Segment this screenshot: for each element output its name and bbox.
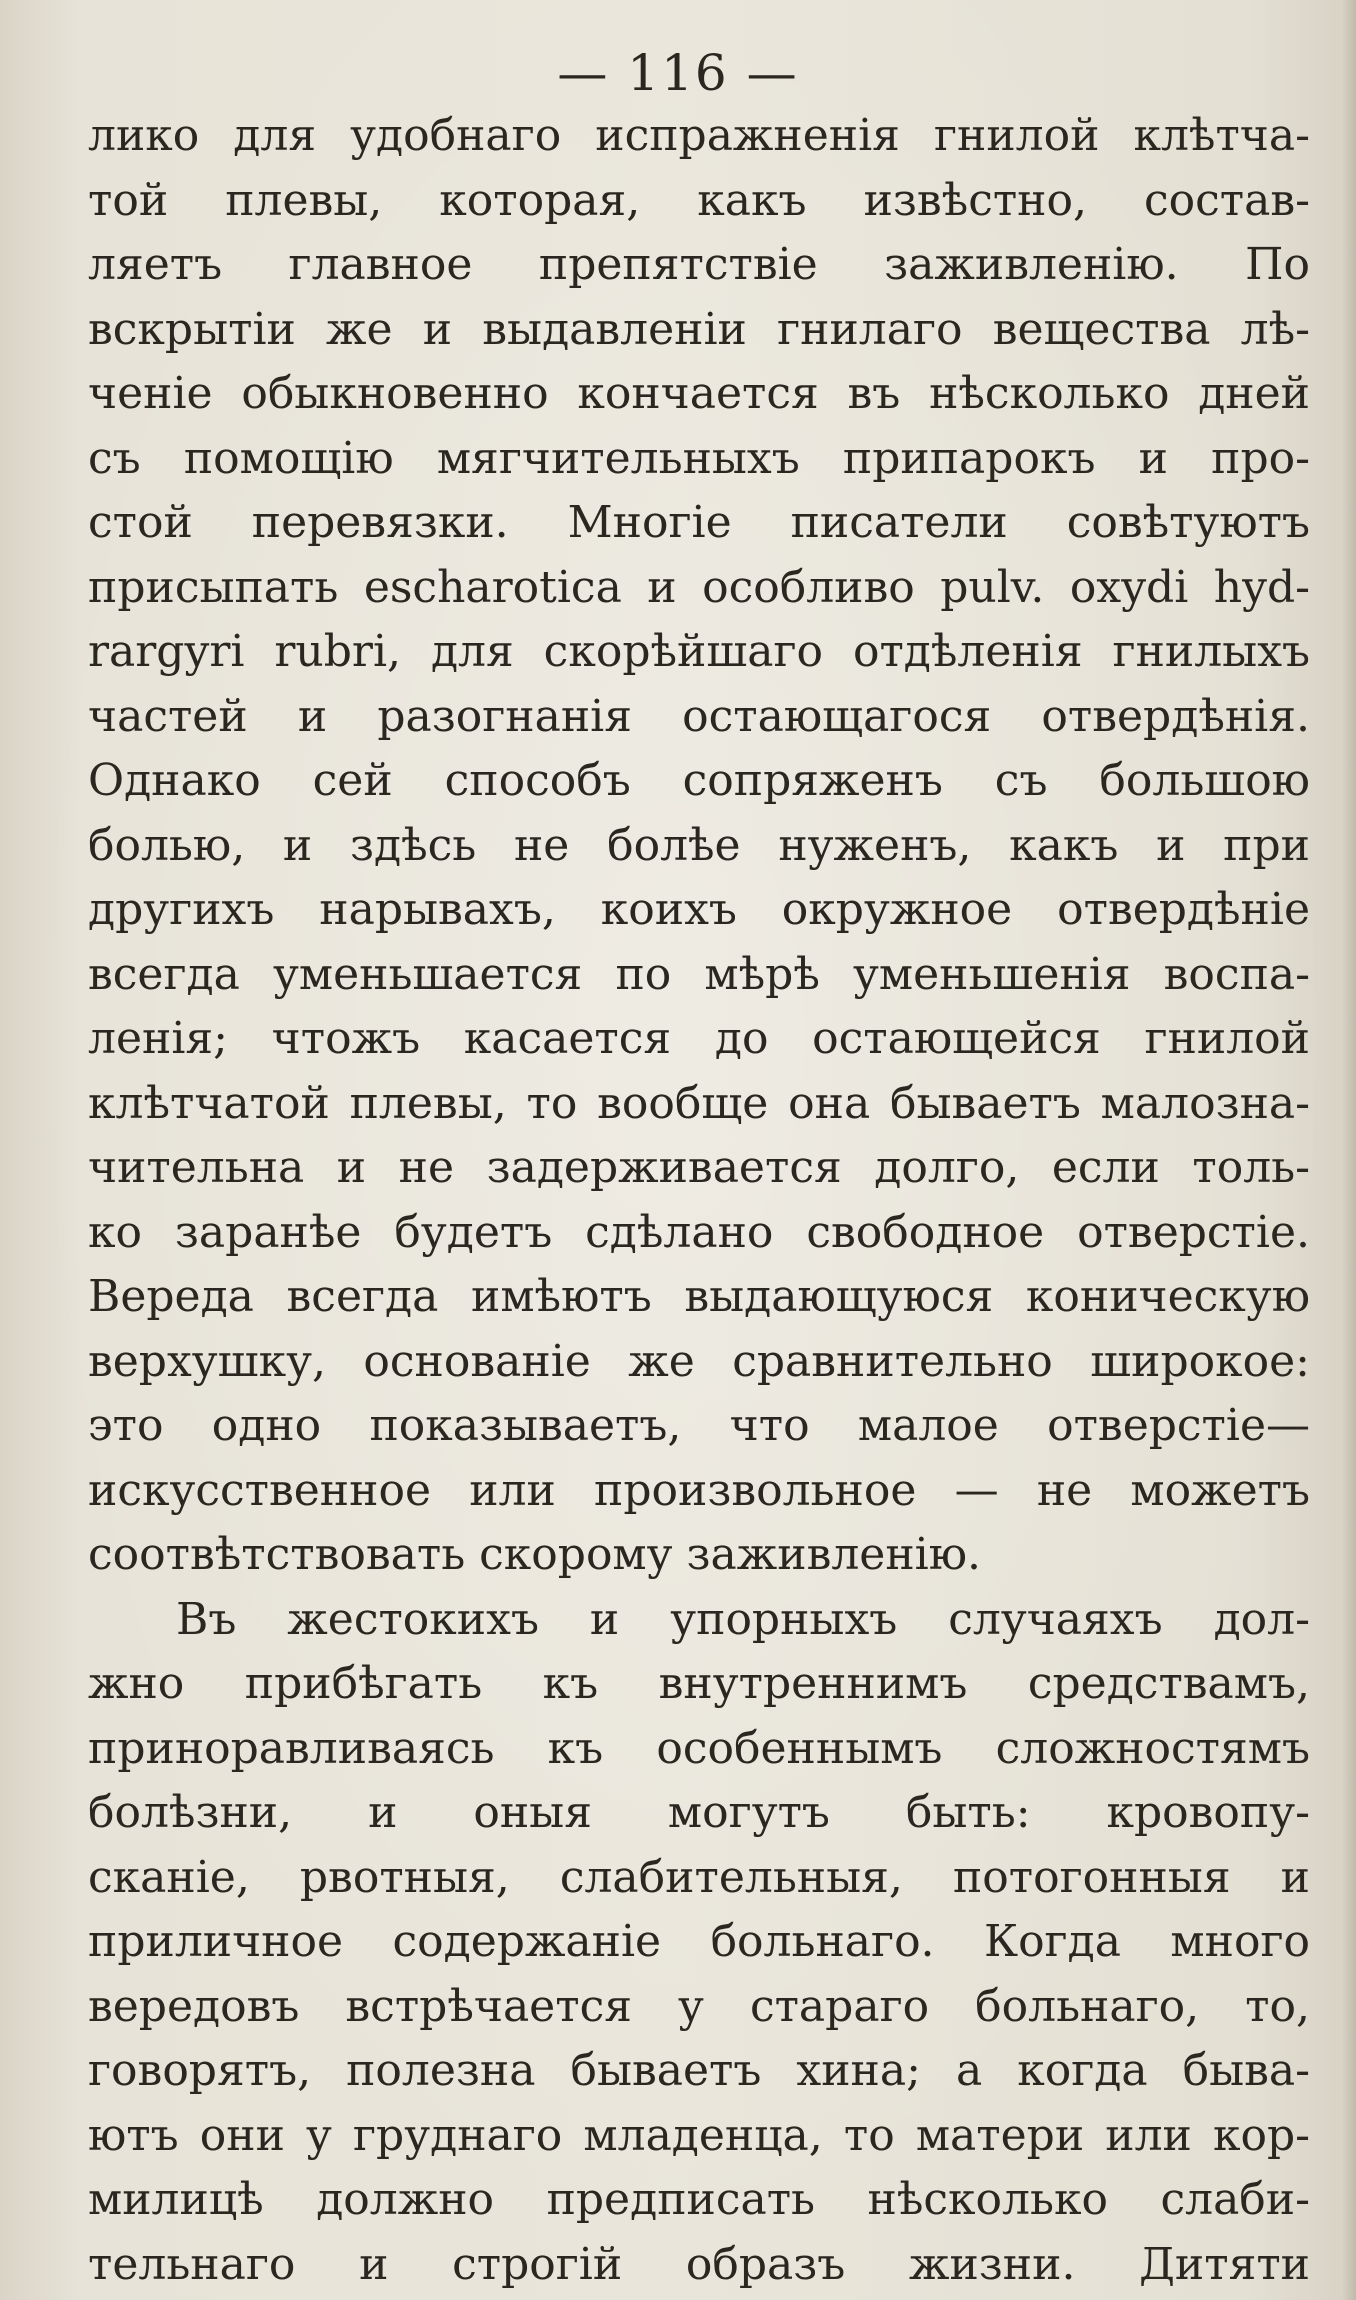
text-line: ко заранѣе будетъ сдѣлано свободное отверстіе. xyxy=(88,1206,1310,1258)
text-line: другихъ нарывахъ, коихъ окружное отвердѣніе xyxy=(88,884,1310,935)
text-line: болѣзни, и оныя могутъ быть: кровопу- xyxy=(88,1787,1310,1838)
text-line: Однако сей способъ сопряженъ съ большою xyxy=(88,755,1310,806)
text-line: говорятъ, полезна бываетъ хина; а когда быва- xyxy=(88,2045,1310,2096)
text-line: верхушку, основаніе же сравнительно широкое: xyxy=(88,1335,1310,1387)
paragraph-start-line: Въ жестокихъ и упорныхъ случаяхъ дол- xyxy=(176,1593,1310,1645)
text-line: тельнаго и строгій образъ жизни. Дитяти xyxy=(88,2238,1310,2290)
text-line: лико для удобнаго испражненія гнилой клѣтча- xyxy=(88,110,1310,161)
paragraph-end-line: соотвѣтствовать скорому заживленію. xyxy=(88,1529,982,1580)
text-line: жно прибѣгать къ внутреннимъ средствамъ, xyxy=(88,1658,1310,1709)
text-line: всегда уменьшается по мѣрѣ уменьшенія воспа- xyxy=(88,948,1310,1000)
text-line: болью, и здѣсь не болѣе нуженъ, какъ и при xyxy=(88,819,1310,871)
text-line: вередовъ встрѣчается у стараго больнаго, то, xyxy=(88,1980,1310,2032)
text-line: приличное содержаніе больнаго. Когда много xyxy=(88,1916,1310,1967)
text-line: частей и разогнанія остающагося отвердѣнія. xyxy=(88,690,1310,742)
text-line: искусственное или произвольное — не можетъ xyxy=(88,1464,1310,1516)
text-line: ленія; чтожъ касается до остающейся гнилой xyxy=(88,1013,1310,1064)
page-number: — 116 — xyxy=(557,44,799,102)
text-line: вскрытіи же и выдавленіи гнилаго вещества лѣ- xyxy=(88,303,1310,355)
text-line: ченіе обыкновенно кончается въ нѣсколько дней xyxy=(88,368,1310,419)
text-line: той плевы, которая, какъ извѣстно, состав- xyxy=(88,174,1310,226)
text-line: rargyri rubri, для скорѣйшаго отдѣленія гнилыхъ xyxy=(88,626,1310,677)
text-line: присыпать escharotica и особливо pulv. oxydi hyd- xyxy=(88,561,1310,613)
text-line: сканіе, рвотныя, слабительныя, потогонныя и xyxy=(88,1851,1310,1903)
text-line: милицѣ должно предписать нѣсколько слаби- xyxy=(88,2174,1310,2225)
text-line: Вереда всегда имѣютъ выдающуюся коническую xyxy=(88,1271,1310,1322)
text-line: чительна и не задерживается долго, если толь- xyxy=(88,1142,1310,1193)
body-text xyxy=(88,104,1310,2297)
text-line: съ помощію мягчительныхъ припарокъ и про- xyxy=(88,432,1310,484)
page-edge-shadow xyxy=(1342,0,1356,2300)
text-line: стой перевязки. Многіе писатели совѣтуютъ xyxy=(88,497,1310,548)
text-line: приноравливаясь къ особеннымъ сложностямъ xyxy=(88,1722,1310,1774)
text-line: это одно показываетъ, что малое отверстіе— xyxy=(88,1400,1310,1451)
text-line: ютъ они у груднаго младенца, то матери или кор- xyxy=(88,2109,1310,2161)
text-line: ляетъ главное препятствіе заживленію. По xyxy=(88,239,1310,290)
text-line: клѣтчатой плевы, то вообще она бываетъ малозна- xyxy=(88,1077,1310,1129)
